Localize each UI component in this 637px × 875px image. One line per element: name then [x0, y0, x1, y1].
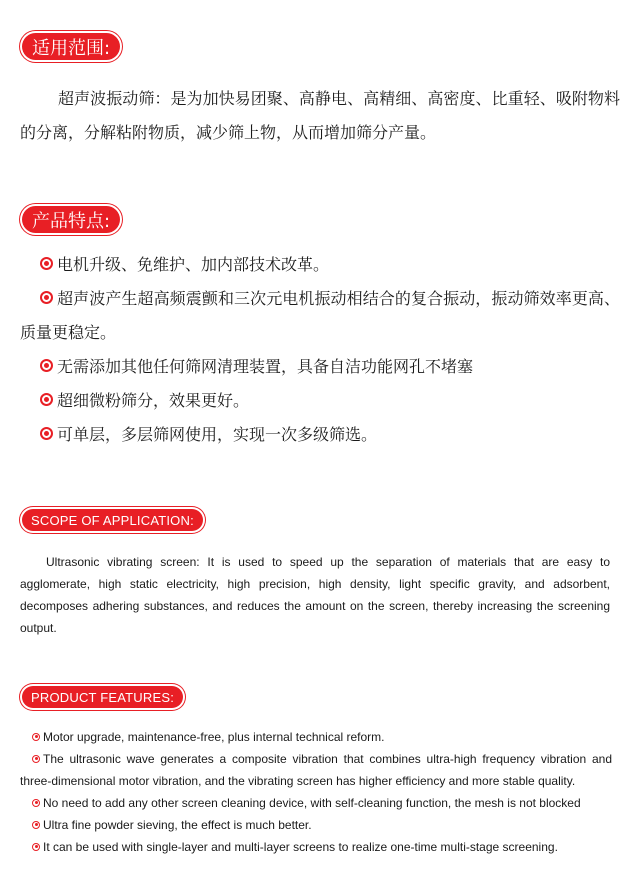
- scope-heading-cn-label: 适用范围:: [32, 37, 111, 59]
- list-item: Motor upgrade, maintenance-free, plus internal technical reform.: [20, 726, 612, 748]
- scope-paragraph-en: [20, 551, 610, 639]
- target-dot-icon: [40, 291, 53, 304]
- scope-text-en: Ultrasonic vibrating screen: It is used to speed up the separation of materials that are easy to agglomerate, high static electricity, high precision, high density, light specific gravity, and adsorbent, decomposes adhering substances, and reduces the amount on the screen, thereby increasing the screening output.: [20, 555, 610, 635]
- list-item: 电机升级、免维护、加内部技术改革。: [20, 248, 620, 282]
- features-list-cn: [20, 248, 620, 452]
- features-heading-en-label: PRODUCT FEATURES:: [31, 689, 175, 705]
- scope-paragraph-cn: [20, 82, 620, 150]
- target-dot-icon: [40, 393, 53, 406]
- list-item: 可单层，多层筛网使用，实现一次多级筛选。: [20, 418, 620, 452]
- features-heading-cn: [22, 206, 120, 233]
- list-item: 无需添加其他任何筛网清理装置，具备自洁功能网孔不堵塞: [20, 350, 620, 384]
- scope-heading-en-label: SCOPE OF APPLICATION:: [31, 512, 194, 528]
- list-item: 超声波产生超高频震颤和三次元电机振动相结合的复合振动，振动筛效率更高、质量更稳定。: [20, 289, 620, 342]
- scope-heading-en: [22, 509, 203, 531]
- target-dot-icon: [40, 359, 53, 372]
- features-list-en: [20, 726, 612, 858]
- target-dot-icon: [32, 799, 40, 807]
- scope-heading-cn: [22, 33, 120, 60]
- list-item: Ultra fine powder sieving, the effect is much better.: [20, 814, 612, 836]
- scope-text-cn: 超声波振动筛：是为加快易团聚、高静电、高精细、高密度、比重轻、吸附物料的分离，分解粘附物质，减少筛上物，从而增加筛分产量。: [20, 89, 620, 142]
- target-dot-icon: [32, 733, 40, 741]
- target-dot-icon: [40, 257, 53, 270]
- target-dot-icon: [40, 427, 53, 440]
- list-item: No need to add any other screen cleaning device, with self-cleaning function, the mesh is not blocked: [20, 792, 612, 814]
- features-heading-cn-label: 产品特点:: [32, 210, 111, 232]
- list-item: 超细微粉筛分，效果更好。: [20, 384, 620, 418]
- target-dot-icon: [32, 843, 40, 851]
- list-item: The ultrasonic wave generates a composite vibration that combines ultra-high frequency vibration and three-dimensional motor vibration, and the vibrating screen has higher efficiency and more stable quality.: [20, 752, 612, 788]
- features-heading-en: [22, 686, 183, 708]
- target-dot-icon: [32, 755, 40, 763]
- target-dot-icon: [32, 821, 40, 829]
- list-item: It can be used with single-layer and multi-layer screens to realize one-time multi-stage screening.: [20, 836, 612, 858]
